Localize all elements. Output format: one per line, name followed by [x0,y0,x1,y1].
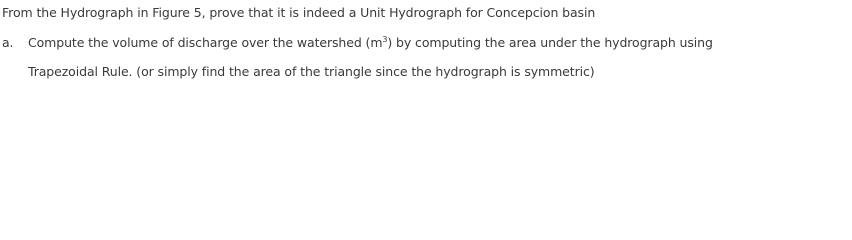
list-marker-a: a. [2,35,14,50]
list-item-a-continuation: Trapezoidal Rule. (or simply find the area of the triangle since the hydrograph is symmetric) [28,64,595,79]
superscript-3: 3 [382,35,388,44]
intro-text: From the Hydrograph in Figure 5, prove that it is indeed a Unit Hydrograph for Concepcion basin [2,5,596,20]
item-a-text-part2: ) by computing the area under the hydrograph using [387,35,713,50]
list-item-a [2,35,713,51]
item-a-text-part1: Compute the volume of discharge over the watershed (m [28,35,383,50]
